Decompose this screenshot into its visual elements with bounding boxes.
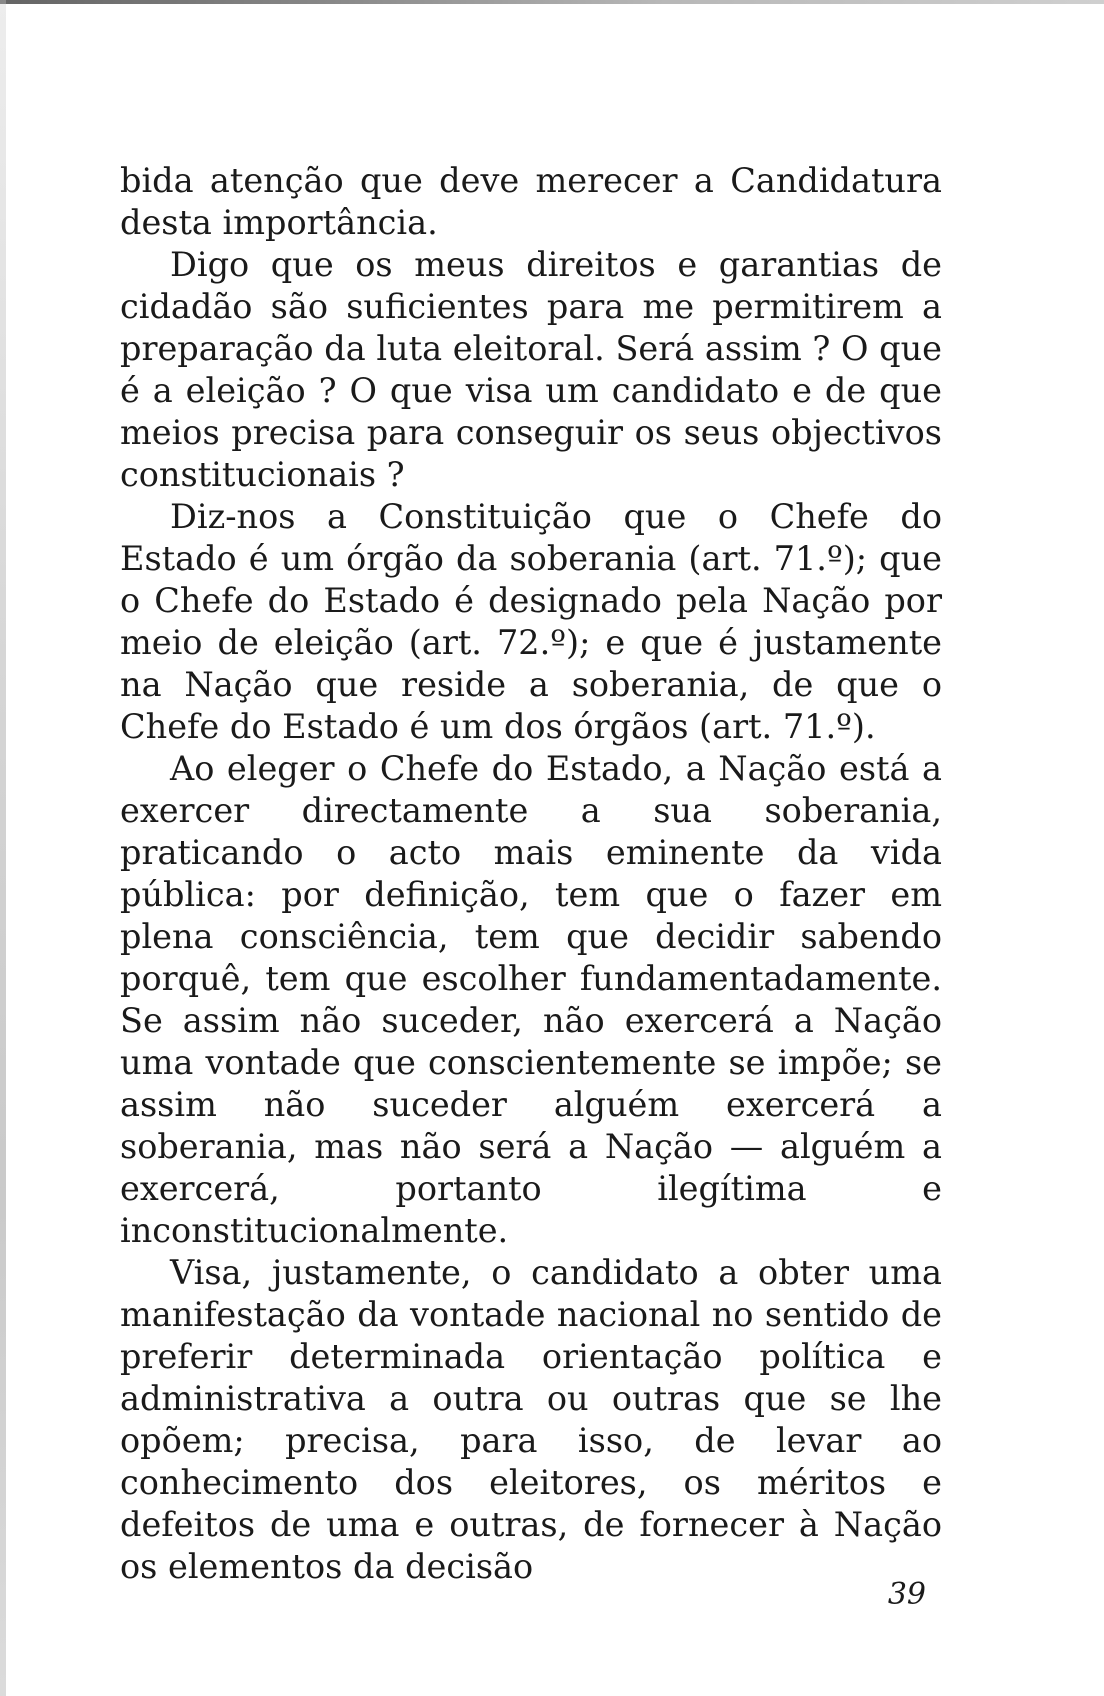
body-text — [120, 160, 942, 1588]
page-number: 39 — [887, 1577, 926, 1612]
paragraph: Visa, justamente, o candidato a obter uma manifestação da vontade nacional no sentido de preferir determinada orientação política e administrativa a outra ou outras que se lhe opõem; precisa, para isso, de levar ao conhecimento dos eleitores, os méritos e defeitos de uma e outras, de fornecer à Nação os elementos da decisão — [120, 1253, 942, 1586]
paragraph: Digo que os meus direitos e garantias de cidadão são suficientes para me permitirem a preparação da luta eleitoral. Será assim ? O que é a eleição ? O que visa um candidato e de que meios precisa para conseguir os seus objectivos constitucionais ? — [120, 245, 942, 494]
paragraph: Ao eleger o Chefe do Estado, a Nação está a exercer directamente a sua soberania, praticando o acto mais eminente da vida pública: por definição, tem que o fazer em plena consciência, tem que decidir sabendo porquê, tem que escolher fundamentadamente. Se assim não suceder, não exercerá a Nação uma vontade que conscientemente se impõe; se assim não suceder alguém exercerá a soberania, mas não será a Nação — alguém a exercerá, portanto ilegítima e inconstitucionalmente. — [120, 749, 942, 1250]
page-top-edge — [0, 0, 1104, 4]
page-binding-edge — [0, 0, 6, 1696]
paragraph-continuation: bida atenção que deve merecer a Candidatura desta importância. — [120, 161, 942, 242]
paragraph: Diz-nos a Constituição que o Chefe do Estado é um órgão da soberania (art. 71.º); que o Chefe do Estado é designado pela Nação por meio de eleição (art. 72.º); e que é justamente na Nação que reside a soberania, de que o Chefe do Estado é um dos órgãos (art. 71.º). — [120, 497, 942, 746]
